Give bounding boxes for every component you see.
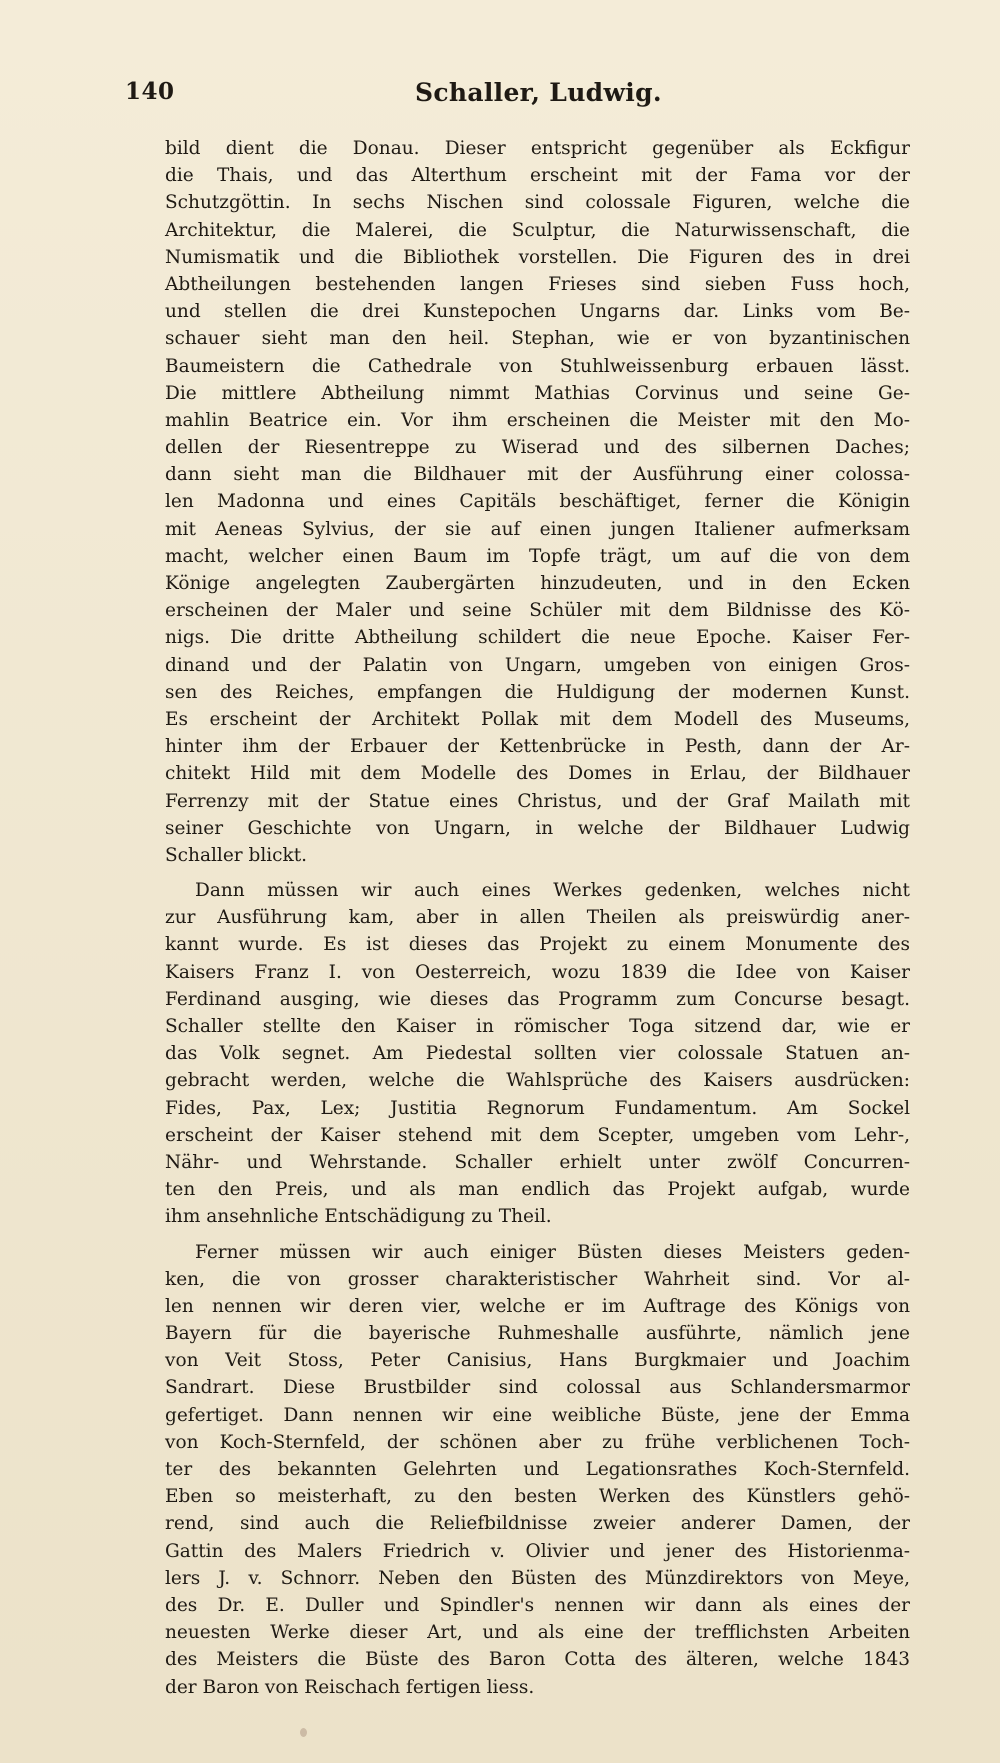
text-line: zur Ausführung kam, aber in allen Theilen als preiswürdig aner-: [165, 907, 910, 929]
paragraph: [165, 877, 910, 1230]
text-line: rend, sind auch die Reliefbildnisse zweier anderer Damen, der: [165, 1513, 910, 1535]
paragraph: [165, 1239, 910, 1701]
text-line: und stellen die drei Kunstepochen Ungarns dar. Links vom Be-: [165, 301, 910, 323]
text-line: ken, die von grosser charakteristischer Wahrheit sind. Vor al-: [165, 1268, 910, 1290]
text-line: chitekt Hild mit dem Modelle des Domes in Erlau, der Bildhauer: [165, 763, 910, 785]
page-number: 140: [125, 78, 175, 105]
text-line: Eben so meisterhaft, zu den besten Werken des Künstlers gehö-: [165, 1486, 910, 1508]
page-header: [125, 78, 885, 118]
text-line: Dann müssen wir auch eines Werkes gedenken, welches nicht: [195, 880, 910, 902]
text-line: Kaisers Franz I. von Oesterreich, wozu 1839 die Idee von Kaiser: [165, 961, 910, 983]
text-line: nigs. Die dritte Abtheilung schildert die neue Epoche. Kaiser Fer-: [165, 627, 910, 649]
text-line: neuesten Werke dieser Art, und als eine der trefflichsten Arbeiten: [165, 1622, 910, 1644]
text-line: des Dr. E. Duller und Spindler's nennen wir dann als eines der: [165, 1594, 910, 1616]
paper-speck: [300, 1728, 307, 1737]
text-line: dinand und der Palatin von Ungarn, umgeben von einigen Gros-: [165, 654, 910, 676]
text-line: Schutzgöttin. In sechs Nischen sind colossale Figuren, welche die: [165, 192, 910, 214]
text-line: kannt wurde. Es ist dieses das Projekt zu einem Monumente des: [165, 934, 910, 956]
text-line: macht, welcher einen Baum im Topfe trägt, um auf die von dem: [165, 545, 910, 567]
text-line: mahlin Beatrice ein. Vor ihm erscheinen die Meister mit den Mo-: [165, 409, 910, 431]
body-text: [165, 135, 910, 1701]
text-line: Gattin des Malers Friedrich v. Olivier und jener des Historienma-: [165, 1540, 910, 1562]
text-line: gebracht werden, welche die Wahlsprüche des Kaisers ausdrücken:: [165, 1070, 910, 1092]
text-line: Numismatik und die Bibliothek vorstellen. Die Figuren des in drei: [165, 246, 910, 268]
text-line: Sandrart. Diese Brustbilder sind colossal aus Schlandersmarmor: [165, 1377, 910, 1399]
text-line: Abtheilungen bestehenden langen Frieses sind sieben Fuss hoch,: [165, 273, 910, 295]
text-line: ten den Preis, und als man endlich das Projekt aufgab, wurde: [165, 1179, 910, 1201]
text-line: dellen der Riesentreppe zu Wiserad und des silbernen Daches;: [165, 437, 910, 459]
text-line: von Koch-Sternfeld, der schönen aber zu frühe verblichenen Toch-: [165, 1431, 910, 1453]
paragraph-gap: [165, 869, 910, 877]
text-line: der Baron von Reischach fertigen liess.: [165, 1676, 535, 1698]
text-line: Ferdinand ausging, wie dieses das Programm zum Concurse besagt.: [165, 988, 910, 1010]
text-line: erscheint der Kaiser stehend mit dem Scepter, umgeben vom Lehr-,: [165, 1124, 910, 1146]
text-line: des Meisters die Büste des Baron Cotta des älteren, welche 1843: [165, 1649, 910, 1671]
text-line: hinter ihm der Erbauer der Kettenbrücke in Pesth, dann der Ar-: [165, 736, 910, 758]
text-line: dann sieht man die Bildhauer mit der Ausführung einer colossa-: [165, 464, 910, 486]
text-line: die Thais, und das Alterthum erscheint mit der Fama vor der: [165, 165, 910, 187]
text-line: Könige angelegten Zaubergärten hinzudeuten, und in den Ecken: [165, 573, 910, 594]
text-line: Architektur, die Malerei, die Sculptur, die Naturwissenschaft, die: [165, 219, 910, 241]
text-line: schauer sieht man den heil. Stephan, wie er von byzantinischen: [165, 328, 910, 350]
running-head: Schaller, Ludwig.: [415, 78, 662, 107]
text-line: ter des bekannten Gelehrten und Legationsrathes Koch-Sternfeld.: [165, 1459, 910, 1480]
text-line: len Madonna und eines Capitäls beschäftiget, ferner die Königin: [165, 491, 910, 513]
text-line: Es erscheint der Architekt Pollak mit dem Modell des Museums,: [165, 708, 910, 730]
text-line: Ferner müssen wir auch einiger Büsten dieses Meisters geden-: [195, 1241, 910, 1263]
text-line: von Veit Stoss, Peter Canisius, Hans Burgkmaier und Joachim: [165, 1350, 910, 1372]
text-line: Baumeistern die Cathedrale von Stuhlweissenburg erbauen lässt.: [165, 355, 910, 377]
text-line: Schaller stellte den Kaiser in römischer Toga sitzend dar, wie er: [165, 1016, 910, 1037]
paragraph-gap: [165, 1231, 910, 1239]
text-line: erscheinen der Maler und seine Schüler mit dem Bildnisse des Kö-: [165, 600, 910, 622]
text-line: gefertiget. Dann nennen wir eine weibliche Büste, jene der Emma: [165, 1404, 910, 1426]
text-line: mit Aeneas Sylvius, der sie auf einen jungen Italiener aufmerksam: [165, 518, 910, 540]
text-line: Fides, Pax, Lex; Justitia Regnorum Fundamentum. Am Sockel: [165, 1097, 910, 1119]
text-line: Nähr- und Wehrstande. Schaller erhielt unter zwölf Concurren-: [165, 1151, 910, 1173]
text-line: sen des Reiches, empfangen die Huldigung der modernen Kunst.: [165, 681, 910, 703]
text-line: Die mittlere Abtheilung nimmt Mathias Corvinus und seine Ge-: [165, 382, 910, 404]
text-line: bild dient die Donau. Dieser entspricht gegenüber als Eckfigur: [165, 138, 910, 159]
text-line: len nennen wir deren vier, welche er im Auftrage des Königs von: [165, 1295, 910, 1317]
text-line: seiner Geschichte von Ungarn, in welche der Bildhauer Ludwig: [165, 817, 910, 839]
paragraph: [165, 135, 910, 869]
text-line: Ferrenzy mit der Statue eines Christus, und der Graf Mailath mit: [165, 790, 910, 812]
text-line: das Volk segnet. Am Piedestal sollten vier colossale Statuen an-: [165, 1043, 910, 1065]
text-line: Bayern für die bayerische Ruhmeshalle ausführte, nämlich jene: [165, 1323, 910, 1345]
text-line: ihm ansehnliche Entschädigung zu Theil.: [165, 1206, 552, 1228]
text-line: Schaller blickt.: [165, 844, 308, 866]
text-line: lers J. v. Schnorr. Neben den Büsten des Münzdirektors von Meye,: [165, 1567, 910, 1589]
